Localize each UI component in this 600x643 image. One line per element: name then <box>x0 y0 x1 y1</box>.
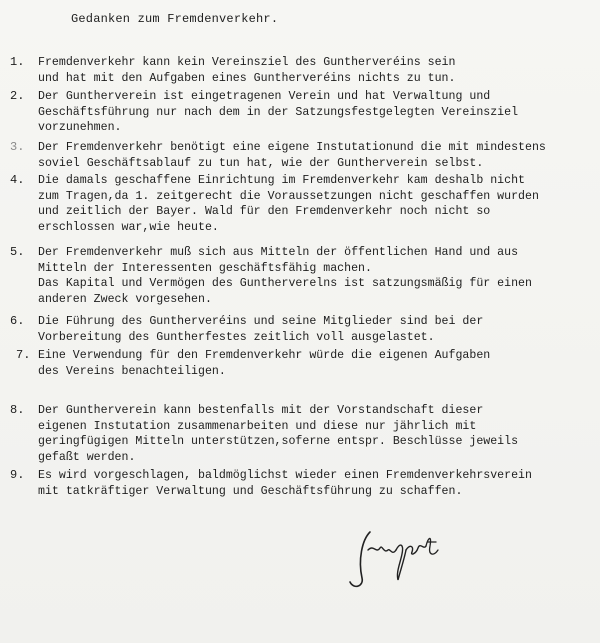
item-line: Der Fremdenverkehr benötigt eine eigene Instutationund die mit mindestens <box>38 141 546 154</box>
item-number: 5. <box>10 245 25 259</box>
item-line: geringfügigen Mitteln unterstützen,soferne entspr. Beschlüsse jeweils <box>38 435 519 448</box>
item-line: Der Guntherverein ist eingetragenen Verein und hat Verwaltung und <box>38 90 491 103</box>
item-line: zum Tragen,da 1. zeitgerecht die Voraussetzungen nicht geschaffen wurden <box>38 189 539 203</box>
item-number: 8. <box>10 403 25 417</box>
item-line: Der Fremdenverkehr muß sich aus Mitteln der öffentlichen Hand und aus <box>38 246 519 259</box>
item-line: Fremdenverkehr kann kein Vereinsziel des Guntherveréins sein <box>38 56 456 69</box>
item-number: 7. <box>16 348 31 362</box>
item-line: eigenen Instutation zusammenarbeiten und diese nur jährlich mit <box>38 419 477 433</box>
item-line: gefaßt werden. <box>38 450 136 464</box>
item-line: Das Kapital und Vermögen des Guntherverelns ist satzungsmäßig für einen <box>38 277 532 290</box>
item-line: Es wird vorgeschlagen, baldmöglichst wieder einen Fremdenverkehrsverein <box>38 469 532 482</box>
item-line: des Vereins benachteiligen. <box>38 364 226 378</box>
item-line: soviel Geschäftsablauf zu tun hat, wie der Guntherverein selbst. <box>38 156 484 170</box>
item-number: 9. <box>10 468 25 482</box>
handwritten-signature <box>340 520 450 600</box>
item-number: 3. <box>10 140 25 154</box>
item-number: 1. <box>10 55 25 69</box>
item-line: Der Guntherverein kann bestenfalls mit der Vorstandschaft dieser <box>38 404 484 417</box>
item-line: Mitteln der Interessenten geschäftsfähig machen. <box>38 261 372 275</box>
item-line: Vorbereitung des Guntherfestes zeitlich voll ausgelastet. <box>38 330 435 344</box>
item-number: 6. <box>10 314 25 328</box>
item-number: 4. <box>10 173 25 187</box>
item-line: Eine Verwendung für den Fremdenverkehr würde die eigenen Aufgaben <box>38 349 491 362</box>
item-line: erschlossen war,wie heute. <box>38 220 219 234</box>
item-line: mit tatkräftiger Verwaltung und Geschäftsführung zu schaffen. <box>38 484 463 498</box>
item-line: Die Führung des Guntherveréins und seine Mitglieder sind bei der <box>38 315 484 328</box>
document-title: Gedanken zum Fremdenverkehr. <box>71 12 279 26</box>
item-line: und hat mit den Aufgaben eines Guntherveréins nichts zu tun. <box>38 71 456 85</box>
item-line: Die damals geschaffene Einrichtung im Fremdenverkehr kam deshalb nicht <box>38 174 526 187</box>
item-line: und zeitlich der Bayer. Wald für den Fremdenverkehr noch nicht so <box>38 205 491 218</box>
item-line: vorzunehmen. <box>38 121 122 134</box>
item-number: 2. <box>10 89 25 103</box>
item-line: anderen Zweck vorgesehen. <box>38 292 212 306</box>
item-line: Geschäftsführung nur nach dem in der Satzungsfestgelegten Vereinsziel <box>38 105 519 119</box>
